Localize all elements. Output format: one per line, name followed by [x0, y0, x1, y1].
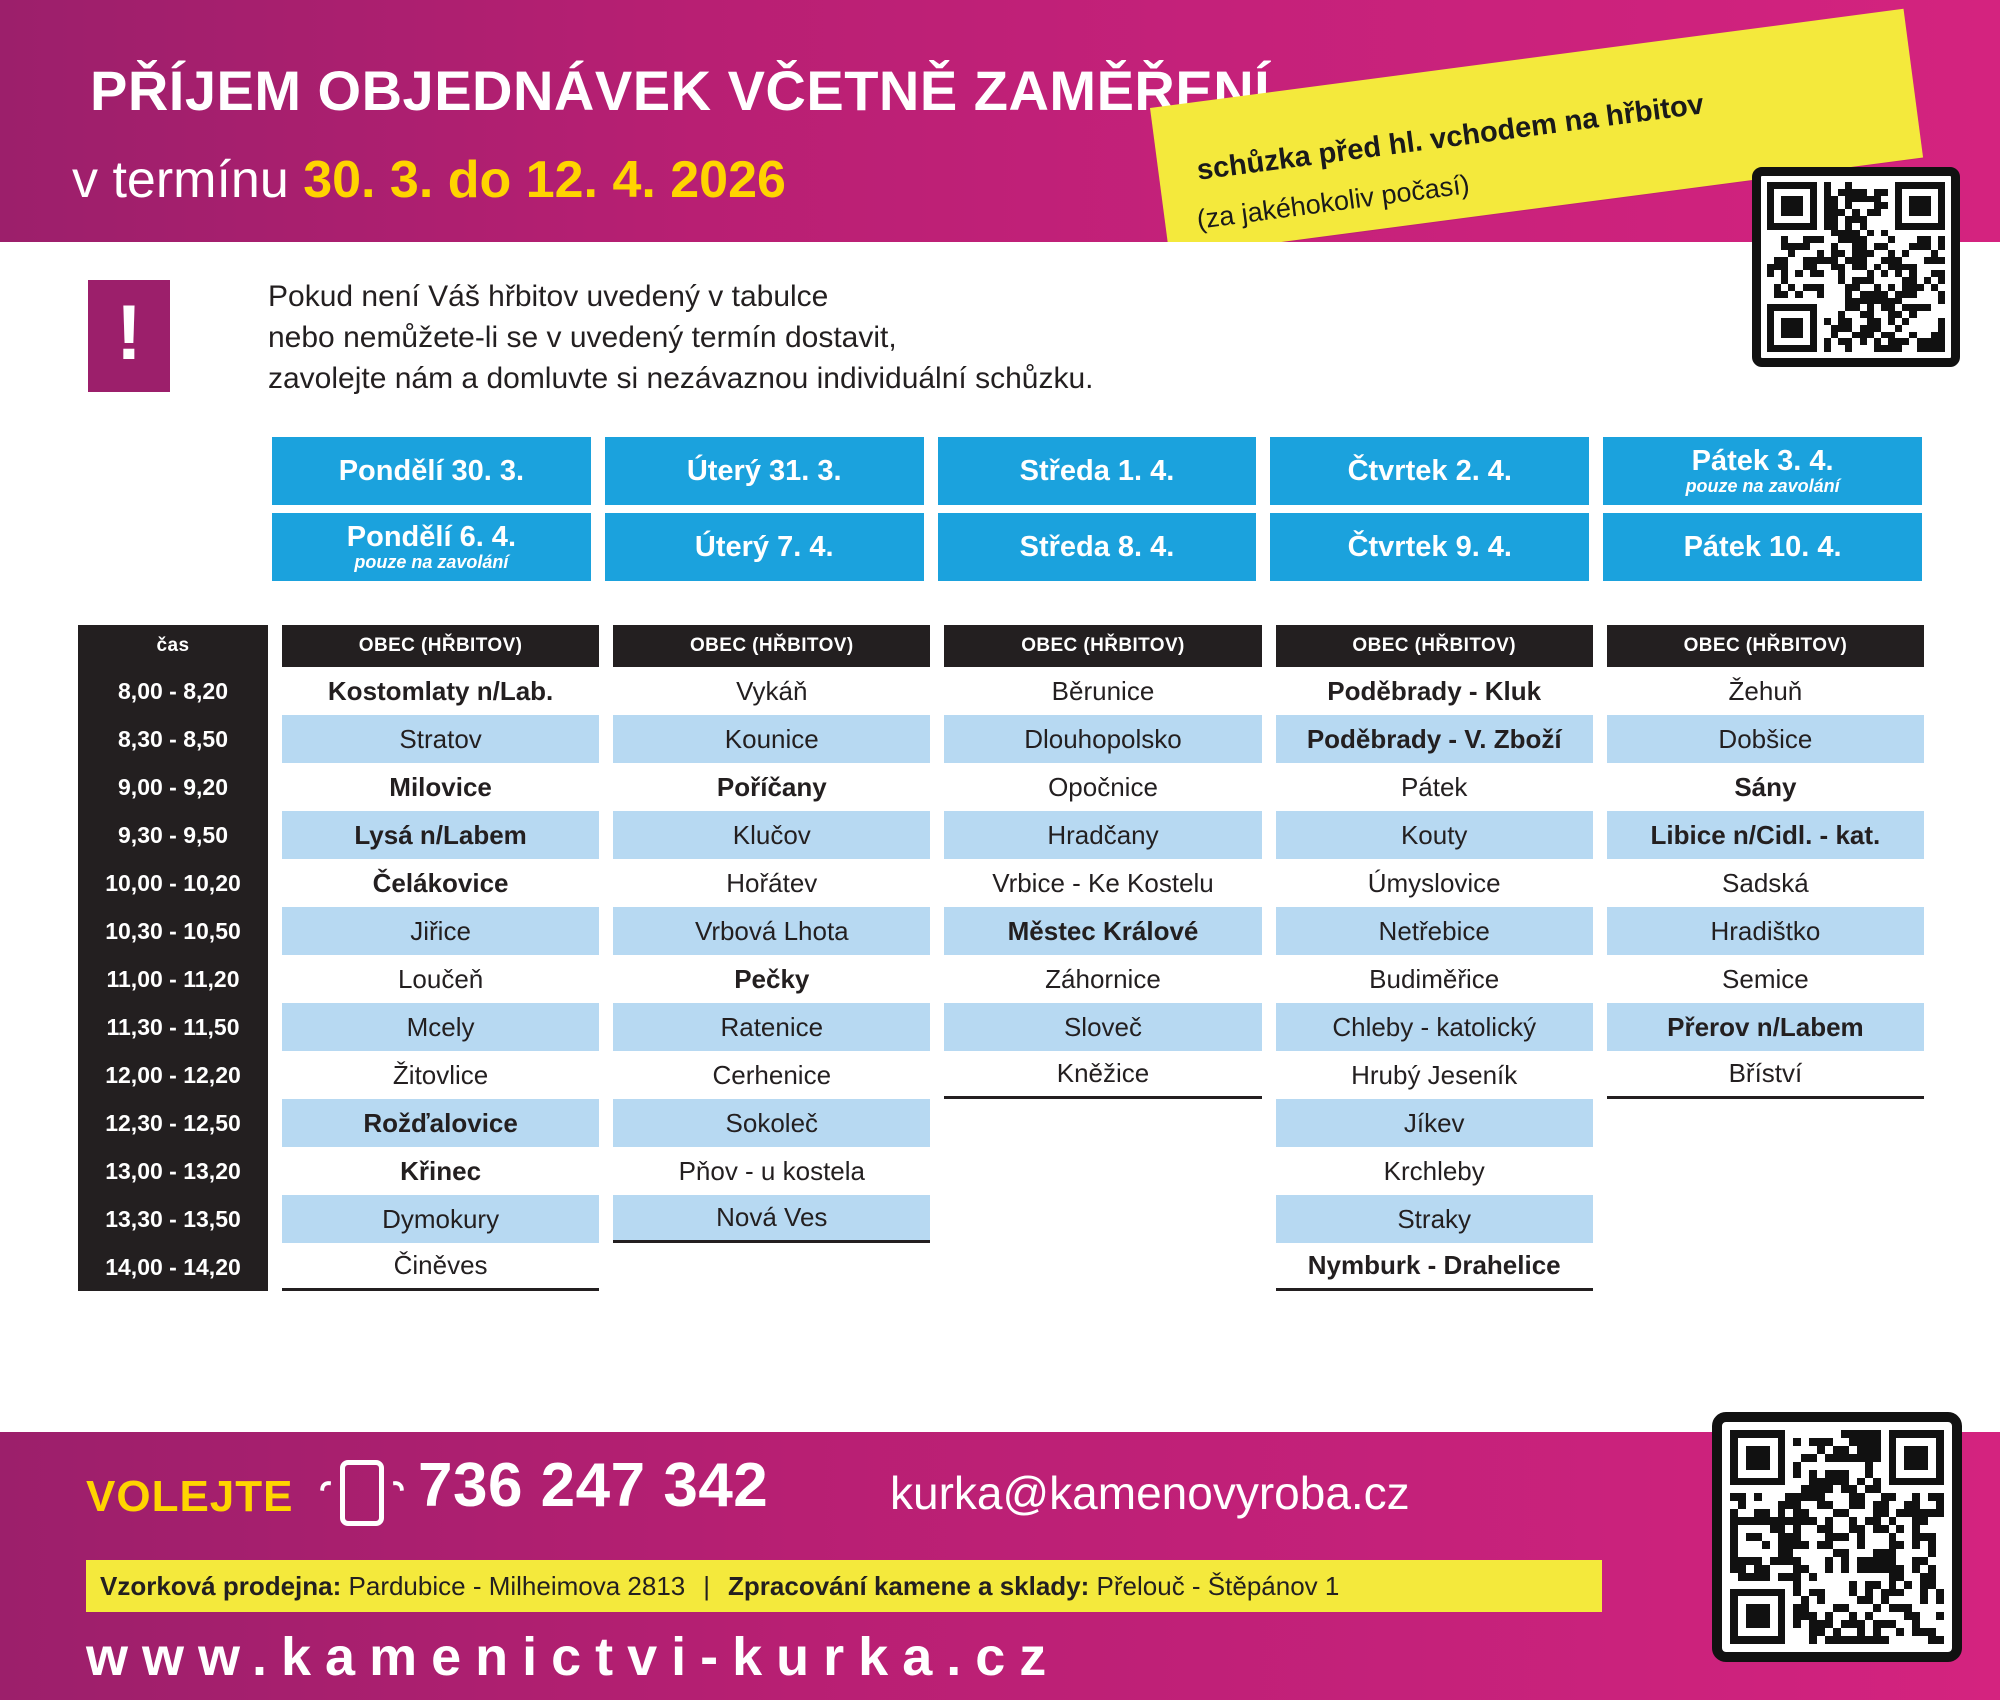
day-header-3-1: [938, 437, 1257, 505]
column-header: OBEC (HŘBITOV): [1607, 625, 1924, 667]
header-subtitle: [72, 150, 786, 210]
time-cell: 14,00 - 14,20: [78, 1243, 268, 1291]
day-label: Pondělí 30. 3.: [338, 454, 525, 487]
schedule-cell: Běrunice: [944, 667, 1261, 715]
time-cell: 12,30 - 12,50: [78, 1099, 268, 1147]
time-cell: 9,30 - 9,50: [78, 811, 268, 859]
schedule-cell: Jiřice: [282, 907, 599, 955]
header-subtitle-dates: 30. 3. do 12. 4. 2026: [303, 151, 786, 209]
header-banner: [0, 0, 2000, 242]
schedule-cell: Sokoleč: [613, 1099, 930, 1147]
website-url[interactable]: www.kamenictvi-kurka.cz: [86, 1627, 1061, 1687]
schedule-cell: Nymburk - Drahelice: [1276, 1243, 1593, 1291]
meeting-ribbon-line2: (za jakéhokoliv počasí): [1195, 169, 1472, 235]
schedule-cell: Čelákovice: [282, 859, 599, 907]
schedule-cell: Krchleby: [1276, 1147, 1593, 1195]
schedule-cell: Pečky: [613, 955, 930, 1003]
schedule-cell: Záhornice: [944, 955, 1261, 1003]
schedule-cell: Bříství: [1607, 1051, 1924, 1099]
schedule-column-1: [282, 625, 599, 1291]
day-header-4-1: [1270, 437, 1589, 505]
column-header: OBEC (HŘBITOV): [944, 625, 1261, 667]
time-cell: 8,30 - 8,50: [78, 715, 268, 763]
time-cell: 13,30 - 13,50: [78, 1195, 268, 1243]
schedule-cell: Kostomlaty n/Lab.: [282, 667, 599, 715]
day-label: Úterý 31. 3.: [686, 454, 842, 487]
meeting-ribbon-line1: schůzka před hl. vchodem na hřbitov: [1195, 88, 1706, 187]
time-cell: 11,30 - 11,50: [78, 1003, 268, 1051]
schedule-cell: Lysá n/Labem: [282, 811, 599, 859]
works-value: Přelouč - Štěpánov 1: [1096, 1570, 1340, 1601]
time-cell: 10,00 - 10,20: [78, 859, 268, 907]
day-label: Pondělí 6. 4.: [346, 520, 516, 553]
footer-banner: [0, 1432, 2000, 1700]
schedule-cell: Dlouhopolsko: [944, 715, 1261, 763]
day-label: Středa 8. 4.: [1019, 530, 1175, 563]
schedule-cell: Úmyslovice: [1276, 859, 1593, 907]
schedule-column-4: [1276, 625, 1593, 1291]
schedule-cell: Opočnice: [944, 763, 1261, 811]
day-note: pouze na zavolání: [354, 552, 509, 573]
email-address[interactable]: kurka@kamenovyroba.cz: [890, 1467, 1410, 1519]
time-cell: 8,00 - 8,20: [78, 667, 268, 715]
schedule-cell: Chleby - katolický: [1276, 1003, 1593, 1051]
schedule-cell: Dymokury: [282, 1195, 599, 1243]
schedule-cell: Nová Ves: [613, 1195, 930, 1243]
mobile-phone-icon: [340, 1460, 384, 1526]
column-header: OBEC (HŘBITOV): [1276, 625, 1593, 667]
day-column-2: [605, 437, 924, 581]
schedule-cell: Mcely: [282, 1003, 599, 1051]
qr-code-bottom[interactable]: [1712, 1412, 1962, 1662]
column-header: OBEC (HŘBITOV): [613, 625, 930, 667]
schedule-cell: Ratenice: [613, 1003, 930, 1051]
schedule-cell: Kněžice: [944, 1051, 1261, 1099]
schedule-cell: Hořátev: [613, 859, 930, 907]
schedule-cell: Pátek: [1276, 763, 1593, 811]
works-label: Zpracování kamene a sklady:: [728, 1570, 1090, 1601]
schedule-cell: Žitovlice: [282, 1051, 599, 1099]
schedule-cell: Loučeň: [282, 955, 599, 1003]
header-subtitle-prefix: v termínu: [72, 151, 304, 209]
schedule-cell: Přerov n/Labem: [1607, 1003, 1924, 1051]
day-label: Pátek 3. 4.: [1691, 444, 1834, 477]
schedule-cell: Milovice: [282, 763, 599, 811]
time-cell: 10,30 - 10,50: [78, 907, 268, 955]
qr-code-top[interactable]: [1752, 167, 1960, 367]
schedule-cell: Hradištko: [1607, 907, 1924, 955]
schedule-cell: Jíkev: [1276, 1099, 1593, 1147]
schedule-cell: Poděbrady - Kluk: [1276, 667, 1593, 715]
notice-line-3: zavolejte nám a domluvte si nezávaznou individuální schůzku.: [268, 362, 1094, 395]
day-header-4-2: [1270, 513, 1589, 581]
day-label: Čtvrtek 2. 4.: [1347, 454, 1512, 487]
call-label: VOLEJTE: [86, 1472, 294, 1521]
notice-line-2: nebo nemůžete-li se v uvedený termín dostavit,: [268, 321, 897, 354]
schedule-cell: Sloveč: [944, 1003, 1261, 1051]
address-separator: |: [703, 1570, 711, 1601]
schedule-cell: Netřebice: [1276, 907, 1593, 955]
schedule-cell: Semice: [1607, 955, 1924, 1003]
time-cell: 13,00 - 13,20: [78, 1147, 268, 1195]
phone-number[interactable]: 736 247 342: [418, 1451, 769, 1520]
schedule-cell: Libice n/Cidl. - kat.: [1607, 811, 1924, 859]
schedule-cell: Sány: [1607, 763, 1924, 811]
schedule-cell: Cerhenice: [613, 1051, 930, 1099]
day-label: Čtvrtek 9. 4.: [1347, 530, 1512, 563]
day-label: Pátek 10. 4.: [1683, 530, 1842, 563]
time-cell: 11,00 - 11,20: [78, 955, 268, 1003]
time-column-header: čas: [78, 625, 268, 667]
notice-block: [0, 242, 2000, 427]
schedule-cell: Křinec: [282, 1147, 599, 1195]
schedule-table: [78, 625, 1924, 1291]
schedule-cell: Městec Králové: [944, 907, 1261, 955]
schedule-cell: Klučov: [613, 811, 930, 859]
time-column: [78, 625, 268, 1291]
schedule-cell: Poříčany: [613, 763, 930, 811]
schedule-cell: Straky: [1276, 1195, 1593, 1243]
time-cell: 12,00 - 12,20: [78, 1051, 268, 1099]
schedule-cell: Hradčany: [944, 811, 1261, 859]
schedule-column-3: [944, 625, 1261, 1291]
schedule-cell: Rožďalovice: [282, 1099, 599, 1147]
day-column-1: [272, 437, 591, 581]
day-header-1-2: [272, 513, 591, 581]
time-cell: 9,00 - 9,20: [78, 763, 268, 811]
schedule-column-5: [1607, 625, 1924, 1291]
schedule-cell: Vrbice - Ke Kostelu: [944, 859, 1261, 907]
schedule-cell: Vrbová Lhota: [613, 907, 930, 955]
day-column-3: [938, 437, 1257, 581]
day-column-5: [1603, 437, 1922, 581]
schedule-cell: Dobšice: [1607, 715, 1924, 763]
schedule-cell: Vykáň: [613, 667, 930, 715]
page-title: PŘÍJEM OBJEDNÁVEK VČETNĚ ZAMĚŘENÍ: [90, 59, 1271, 122]
schedule-cell: Pňov - u kostela: [613, 1147, 930, 1195]
schedule-cell: Budiměřice: [1276, 955, 1593, 1003]
day-note: pouze na zavolání: [1685, 476, 1840, 497]
notice-text: [268, 276, 1093, 399]
day-header-3-2: [938, 513, 1257, 581]
schedule-cell: Poděbrady - V. Zboží: [1276, 715, 1593, 763]
notice-line-1: Pokud není Váš hřbitov uvedený v tabulce: [268, 280, 829, 313]
shop-value: Pardubice - Milheimova 2813: [348, 1570, 686, 1601]
schedule-column-2: [613, 625, 930, 1291]
shop-label: Vzorková prodejna:: [100, 1570, 342, 1601]
day-label: Středa 1. 4.: [1019, 454, 1175, 487]
schedule-cell: Kounice: [613, 715, 930, 763]
day-column-4: [1270, 437, 1589, 581]
day-header-1-1: [272, 437, 591, 505]
schedule-cell: Hrubý Jeseník: [1276, 1051, 1593, 1099]
exclamation-icon: !: [88, 280, 170, 392]
day-header-5-1: [1603, 437, 1922, 505]
day-header-2-1: [605, 437, 924, 505]
schedule-cell: Sadská: [1607, 859, 1924, 907]
day-header-2-2: [605, 513, 924, 581]
schedule-cell: Žehuň: [1607, 667, 1924, 715]
day-header-5-2: [1603, 513, 1922, 581]
schedule-cell: Stratov: [282, 715, 599, 763]
schedule-cell: Kouty: [1276, 811, 1593, 859]
day-headers: [272, 437, 1922, 581]
day-label: Úterý 7. 4.: [694, 530, 834, 563]
addresses-bar: [86, 1560, 1602, 1612]
schedule-cell: Činěves: [282, 1243, 599, 1291]
column-header: OBEC (HŘBITOV): [282, 625, 599, 667]
